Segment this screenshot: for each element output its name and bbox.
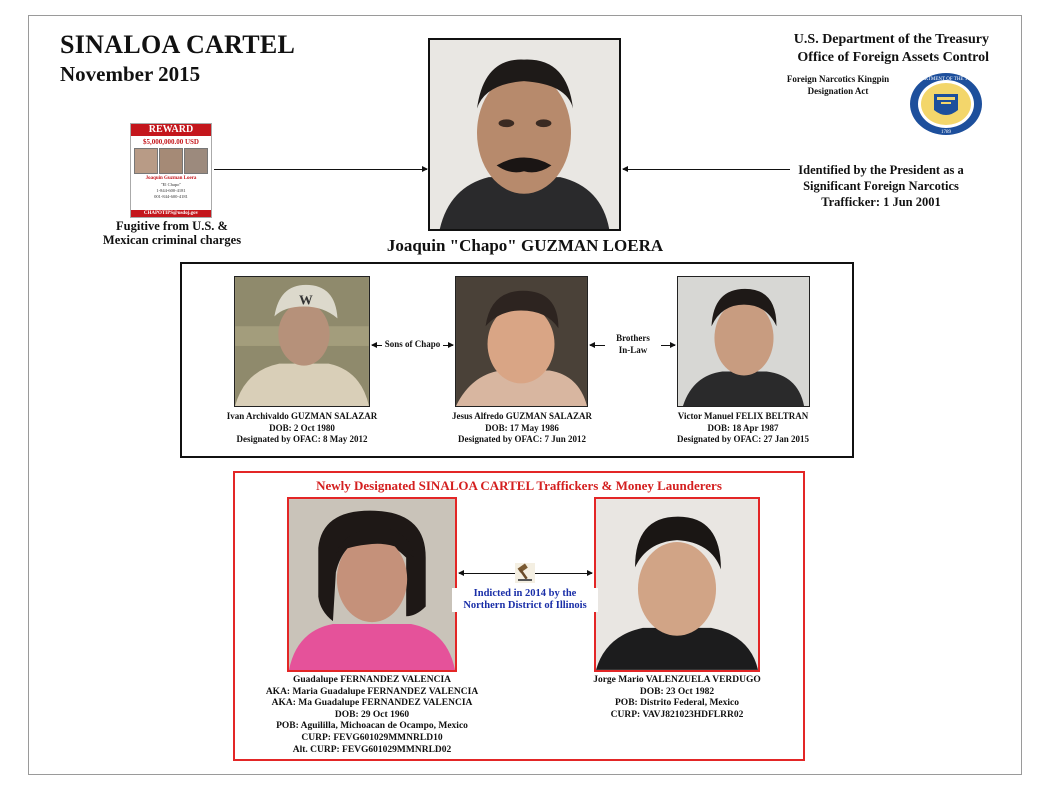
poster-footer: CHAPOTIPS@usdoj.gov	[131, 210, 211, 217]
jorge-portrait	[596, 499, 758, 670]
kingpin-photo	[428, 38, 621, 231]
poster-phone-1: 1-844-600-4181	[156, 188, 186, 193]
victor-caption	[653, 411, 833, 446]
jesus-designated: Designated by OFAC: 7 Jun 2012	[457, 434, 587, 444]
identified-line-3: Trafficker: 1 Jun 2001	[821, 195, 941, 209]
seal-year: 1789	[941, 130, 951, 135]
brothers-line-2: In-Law	[618, 344, 648, 355]
gavel-icon	[515, 563, 535, 583]
poster-alias: "El Chapo"	[160, 182, 182, 187]
jorge-pob: POB: Distrito Federal, Mexico	[615, 698, 739, 709]
fugitive-line-1: Fugitive from U.S. &	[116, 219, 228, 233]
victor-designated: Designated by OFAC: 27 Jan 2015	[676, 434, 810, 444]
svg-text:W: W	[299, 292, 313, 308]
jorge-name: Jorge Mario VALENZUELA VERDUGO	[593, 675, 761, 685]
poster-name: Joaquin Guzman Loera	[145, 176, 197, 181]
ivan-name: Ivan Archivaldo GUZMAN SALAZAR	[226, 411, 378, 421]
indicted-caption	[452, 588, 598, 612]
jorge-photo	[594, 497, 760, 672]
poster-heading: REWARD	[131, 124, 211, 136]
poster-photo-2	[159, 148, 183, 174]
identified-caption	[778, 162, 984, 210]
poster-photo-1	[134, 148, 158, 174]
guadalupe-photo	[287, 497, 457, 672]
guadalupe-alt-curp: Alt. CURP: FEVG601029MMNRLD02	[292, 744, 452, 755]
jorge-dob: DOB: 23 Oct 1982	[639, 686, 715, 697]
identified-line-2: Significant Foreign Narcotics	[803, 179, 959, 193]
ivan-dob: DOB: 2 Oct 1980	[269, 422, 335, 433]
poster-photos	[134, 148, 208, 174]
indicted-line-2: Northern District of Illinois	[463, 600, 587, 611]
jesus-dob: DOB: 17 May 1986	[485, 422, 559, 433]
reward-poster	[130, 123, 212, 218]
poster-amount: $5,000,000.00 USD	[142, 138, 199, 146]
arrow-identified-to-kingpin	[623, 169, 790, 170]
ivan-portrait	[235, 277, 369, 406]
agency-block	[794, 31, 989, 67]
brothers-label	[605, 333, 661, 356]
act-line-2: Designation Act	[807, 86, 869, 96]
page-title: SINALOA CARTEL	[60, 30, 296, 59]
new-designations-title: Newly Designated SINALOA CARTEL Traffickers & Money Launderers	[316, 478, 722, 493]
agency-line-2: Office of Foreign Assets Control	[797, 50, 989, 65]
indicted-line-1: Indicted in 2014 by the	[473, 588, 577, 599]
victor-dob: DOB: 18 Apr 1987	[707, 422, 779, 433]
jorge-caption	[572, 675, 782, 721]
jesus-name: Jesus Alfredo GUZMAN SALAZAR	[451, 411, 593, 421]
treasury-seal-icon	[901, 72, 991, 136]
poster-photo-3	[184, 148, 208, 174]
guadalupe-dob: DOB: 29 Oct 1960	[334, 709, 410, 720]
act-name	[772, 73, 904, 97]
guadalupe-pob: POB: Aguililla, Michoacan de Ocampo, Mexico	[276, 721, 468, 732]
arrow-poster-to-kingpin	[214, 169, 427, 170]
sons-label: Sons of Chapo	[382, 339, 443, 351]
victor-photo	[677, 276, 810, 407]
guadalupe-aka-2: AKA: Ma Guadalupe FERNANDEZ VALENCIA	[271, 698, 473, 709]
agency-line-1: U.S. Department of the Treasury	[793, 32, 989, 47]
guadalupe-curp: CURP: FEVG601029MMNRLD10	[301, 732, 443, 743]
poster-phone-2: 001-844-600-4181	[154, 194, 188, 199]
brothers-line-1: Brothers	[616, 333, 650, 343]
guadalupe-aka-1: AKA: Maria Guadalupe FERNANDEZ VALENCIA	[265, 686, 479, 697]
guadalupe-name: Guadalupe FERNANDEZ VALENCIA	[292, 675, 452, 685]
guadalupe-portrait	[289, 499, 455, 670]
jesus-portrait	[456, 277, 587, 406]
fugitive-line-2: Mexican criminal charges	[102, 233, 242, 247]
kingpin-portrait	[430, 40, 619, 229]
ivan-photo	[234, 276, 370, 407]
kingpin-name: Joaquin "Chapo" GUZMAN LOERA	[386, 236, 664, 255]
jesus-photo	[455, 276, 588, 407]
victor-portrait	[678, 277, 809, 406]
act-line-1: Foreign Narcotics Kingpin	[786, 74, 890, 84]
jesus-caption	[432, 411, 612, 446]
fugitive-caption	[92, 219, 252, 247]
ivan-designated: Designated by OFAC: 8 May 2012	[236, 434, 368, 444]
guadalupe-caption	[247, 675, 497, 756]
seal-text: THE DEPARTMENT OF THE TREASURY	[901, 77, 991, 82]
identified-line-1: Identified by the President as a	[798, 163, 964, 177]
page-date: November 2015	[60, 62, 201, 86]
victor-name: Victor Manuel FELIX BELTRAN	[677, 411, 809, 421]
ivan-caption	[212, 411, 392, 446]
jorge-curp: CURP: VAVJ821023HDFLRR02	[610, 709, 744, 720]
